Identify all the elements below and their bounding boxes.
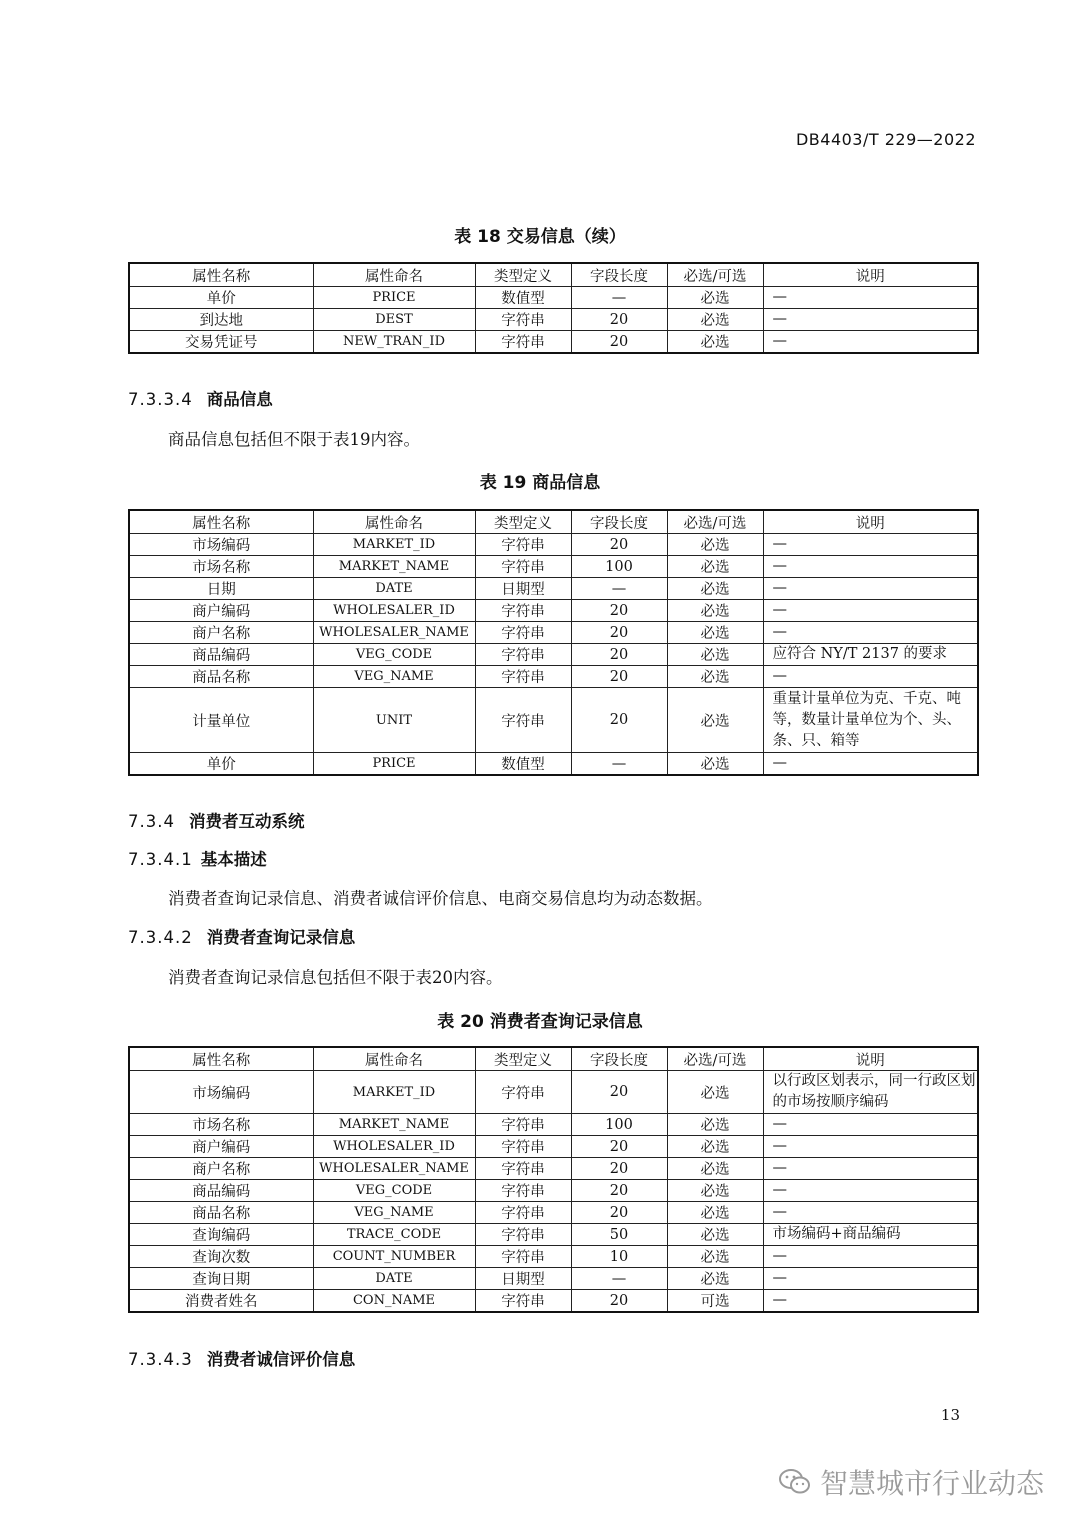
- table-cell: —: [571, 1268, 667, 1290]
- table-cell: 查询日期: [129, 1268, 313, 1290]
- paragraph: 消费者查询记录信息包括但不限于表20内容。: [168, 968, 503, 987]
- column-header: 属性名称: [129, 1047, 313, 1071]
- watermark-text: 智慧城市行业动态: [819, 1467, 1044, 1500]
- table-row: [129, 578, 978, 600]
- table-cell: 必选: [667, 556, 763, 578]
- table-cell: —: [763, 622, 978, 644]
- table-cell: —: [763, 331, 978, 354]
- section-title: 消费者诚信评价信息: [206, 1350, 356, 1369]
- table-cell: 必选: [667, 1114, 763, 1136]
- table-cell: 消费者姓名: [129, 1290, 313, 1313]
- table-cell: 交易凭证号: [129, 331, 313, 354]
- table-cell: 必选: [667, 1158, 763, 1180]
- table-cell: 20: [571, 666, 667, 688]
- table-cell: —: [763, 666, 978, 688]
- table-cell: 10: [571, 1246, 667, 1268]
- table-cell: —: [763, 1158, 978, 1180]
- table-cell: 计量单位: [129, 688, 313, 753]
- table-cell: —: [763, 1290, 978, 1313]
- table-cell: DEST: [313, 309, 475, 331]
- table-cell: 必选: [667, 622, 763, 644]
- column-header: 说明: [763, 510, 978, 534]
- table-cell: 必选: [667, 666, 763, 688]
- table-cell: DATE: [313, 1268, 475, 1290]
- table-cell: —: [763, 287, 978, 309]
- table-cell: 到达地: [129, 309, 313, 331]
- table-cell: 20: [571, 688, 667, 753]
- column-header: 属性名称: [129, 263, 313, 287]
- table-cell: WHOLESALER_NAME: [313, 622, 475, 644]
- table-cell: 字符串: [475, 534, 571, 556]
- table-cell: 商户编码: [129, 1136, 313, 1158]
- table-row: [129, 1224, 978, 1246]
- table-cell: 商户名称: [129, 622, 313, 644]
- column-header: 属性命名: [313, 263, 475, 287]
- table-cell: 字符串: [475, 688, 571, 753]
- table-row: [129, 331, 978, 354]
- table-cell: 必选: [667, 1180, 763, 1202]
- table-cell: 字符串: [475, 666, 571, 688]
- table-cell: 单价: [129, 753, 313, 776]
- table-cell: 日期型: [475, 578, 571, 600]
- table-cell: 数值型: [475, 287, 571, 309]
- section-heading-7-3-4-2: [128, 924, 355, 948]
- section-title: 基本描述: [200, 850, 267, 869]
- table-cell: 日期型: [475, 1268, 571, 1290]
- wechat-icon: [778, 1467, 812, 1497]
- table-cell: —: [763, 753, 978, 776]
- table-cell: 市场名称: [129, 556, 313, 578]
- table-cell: 必选: [667, 287, 763, 309]
- table-18: [128, 262, 979, 354]
- section-heading-7-3-4: [128, 808, 304, 832]
- table-row: [129, 287, 978, 309]
- table-cell: 必选: [667, 331, 763, 354]
- table-cell: 字符串: [475, 556, 571, 578]
- table-cell: —: [763, 1114, 978, 1136]
- watermark: [778, 1462, 1044, 1502]
- table-cell: —: [763, 309, 978, 331]
- table-cell: WHOLESALER_NAME: [313, 1158, 475, 1180]
- section-title: 商品信息: [206, 390, 273, 409]
- table-cell: 商品名称: [129, 1202, 313, 1224]
- section-heading-7-3-4-3: [128, 1346, 355, 1370]
- table-cell: —: [763, 534, 978, 556]
- column-header: 字段长度: [571, 1047, 667, 1071]
- section-number: 7.3.4.1: [128, 850, 193, 869]
- table-cell: —: [763, 1202, 978, 1224]
- table-header-row: [129, 1047, 978, 1071]
- column-header: 必选/可选: [667, 510, 763, 534]
- table-cell: MARKET_ID: [313, 1071, 475, 1114]
- table-row: [129, 753, 978, 776]
- column-header: 属性命名: [313, 510, 475, 534]
- section-number: 7.3.4.3: [128, 1350, 193, 1369]
- table-cell: 必选: [667, 688, 763, 753]
- table-cell: 必选: [667, 534, 763, 556]
- table-cell: 必选: [667, 309, 763, 331]
- column-header: 类型定义: [475, 263, 571, 287]
- table-19-title: 表 19 商品信息: [479, 473, 601, 493]
- table-cell: TRACE_CODE: [313, 1224, 475, 1246]
- table-cell: 应符合 NY/T 2137 的要求: [763, 644, 978, 666]
- table-cell: 必选: [667, 1071, 763, 1114]
- table-cell: 100: [571, 556, 667, 578]
- table-cell: 以行政区划表示，同一行政区划的市场按顺序编码: [763, 1071, 978, 1114]
- table-cell: —: [571, 287, 667, 309]
- table-cell: VEG_NAME: [313, 666, 475, 688]
- table-20-title: 表 20 消费者查询记录信息: [437, 1012, 643, 1032]
- table-cell: 商户名称: [129, 1158, 313, 1180]
- section-number: 7.3.4.2: [128, 928, 193, 947]
- table-cell: MARKET_ID: [313, 534, 475, 556]
- table-cell: 必选: [667, 600, 763, 622]
- table-cell: —: [763, 600, 978, 622]
- table-cell: —: [763, 578, 978, 600]
- table-cell: 字符串: [475, 600, 571, 622]
- table-cell: 重量计量单位为克、千克、吨等，数量计量单位为个、头、条、只、箱等: [763, 688, 978, 753]
- section-title: 消费者互动系统: [188, 812, 305, 831]
- table-cell: VEG_CODE: [313, 1180, 475, 1202]
- table-cell: 市场名称: [129, 1114, 313, 1136]
- table-row: [129, 1158, 978, 1180]
- table-cell: 必选: [667, 753, 763, 776]
- table-cell: 数值型: [475, 753, 571, 776]
- column-header: 类型定义: [475, 1047, 571, 1071]
- table-cell: 必选: [667, 1136, 763, 1158]
- table-cell: 50: [571, 1224, 667, 1246]
- table-cell: —: [571, 753, 667, 776]
- column-header: 必选/可选: [667, 263, 763, 287]
- column-header: 字段长度: [571, 263, 667, 287]
- column-header: 属性名称: [129, 510, 313, 534]
- paragraph: 消费者查询记录信息、消费者诚信评价信息、电商交易信息均为动态数据。: [168, 889, 713, 908]
- table-cell: —: [763, 1246, 978, 1268]
- table-cell: UNIT: [313, 688, 475, 753]
- table-cell: 20: [571, 1136, 667, 1158]
- table-row: [129, 556, 978, 578]
- column-header: 字段长度: [571, 510, 667, 534]
- table-cell: 20: [571, 309, 667, 331]
- table-cell: 20: [571, 1202, 667, 1224]
- table-cell: 20: [571, 1158, 667, 1180]
- table-cell: 市场编码: [129, 534, 313, 556]
- section-title: 消费者查询记录信息: [206, 928, 356, 947]
- table-cell: 必选: [667, 578, 763, 600]
- table-cell: 单价: [129, 287, 313, 309]
- table-cell: 字符串: [475, 1114, 571, 1136]
- table-cell: PRICE: [313, 287, 475, 309]
- table-row: [129, 688, 978, 753]
- table-cell: 查询编码: [129, 1224, 313, 1246]
- table-cell: 必选: [667, 1224, 763, 1246]
- table-cell: 字符串: [475, 1158, 571, 1180]
- table-cell: 查询次数: [129, 1246, 313, 1268]
- section-number: 7.3.4: [128, 812, 175, 831]
- column-header: 类型定义: [475, 510, 571, 534]
- table-cell: 商户编码: [129, 600, 313, 622]
- table-header-row: [129, 510, 978, 534]
- table-row: [129, 534, 978, 556]
- table-cell: DATE: [313, 578, 475, 600]
- table-cell: 必选: [667, 1246, 763, 1268]
- table-row: [129, 1136, 978, 1158]
- table-cell: —: [763, 556, 978, 578]
- section-heading-7-3-4-1: [128, 846, 267, 870]
- table-cell: 日期: [129, 578, 313, 600]
- table-cell: 必选: [667, 1268, 763, 1290]
- table-cell: 20: [571, 644, 667, 666]
- table-cell: 字符串: [475, 1246, 571, 1268]
- table-cell: 可选: [667, 1290, 763, 1313]
- table-cell: WHOLESALER_ID: [313, 1136, 475, 1158]
- table-cell: 市场编码: [129, 1071, 313, 1114]
- table-18-title: 表 18 交易信息（续）: [454, 227, 626, 247]
- table-cell: 20: [571, 622, 667, 644]
- paragraph: 商品信息包括但不限于表19内容。: [168, 430, 420, 449]
- table-cell: 商品编码: [129, 644, 313, 666]
- table-cell: CON_NAME: [313, 1290, 475, 1313]
- table-row: [129, 309, 978, 331]
- table-cell: PRICE: [313, 753, 475, 776]
- section-heading-7-3-3-4: [128, 386, 273, 410]
- table-cell: 商品名称: [129, 666, 313, 688]
- table-cell: 20: [571, 1290, 667, 1313]
- column-header: 说明: [763, 1047, 978, 1071]
- table-cell: 20: [571, 600, 667, 622]
- table-cell: 20: [571, 534, 667, 556]
- table-cell: 100: [571, 1114, 667, 1136]
- column-header: 必选/可选: [667, 1047, 763, 1071]
- table-cell: 字符串: [475, 644, 571, 666]
- table-row: [129, 1268, 978, 1290]
- table-cell: 字符串: [475, 622, 571, 644]
- table-cell: 字符串: [475, 331, 571, 354]
- column-header: 说明: [763, 263, 978, 287]
- table-cell: —: [763, 1268, 978, 1290]
- table-cell: 字符串: [475, 1136, 571, 1158]
- table-cell: —: [763, 1180, 978, 1202]
- table-cell: VEG_CODE: [313, 644, 475, 666]
- table-cell: 必选: [667, 644, 763, 666]
- table-row: [129, 644, 978, 666]
- table-cell: 字符串: [475, 1290, 571, 1313]
- table-cell: 字符串: [475, 1071, 571, 1114]
- table-cell: VEG_NAME: [313, 1202, 475, 1224]
- table-cell: 20: [571, 331, 667, 354]
- table-cell: —: [763, 1136, 978, 1158]
- table-row: [129, 1071, 978, 1114]
- table-row: [129, 1180, 978, 1202]
- document-id: DB4403/T 229—2022: [795, 130, 976, 149]
- table-cell: 字符串: [475, 309, 571, 331]
- table-cell: 20: [571, 1071, 667, 1114]
- section-number: 7.3.3.4: [128, 390, 193, 409]
- table-cell: 字符串: [475, 1202, 571, 1224]
- table-cell: MARKET_NAME: [313, 556, 475, 578]
- table-cell: COUNT_NUMBER: [313, 1246, 475, 1268]
- table-row: [129, 1114, 978, 1136]
- table-20: [128, 1046, 979, 1313]
- table-cell: WHOLESALER_ID: [313, 600, 475, 622]
- table-row: [129, 1246, 978, 1268]
- table-cell: —: [571, 578, 667, 600]
- table-cell: MARKET_NAME: [313, 1114, 475, 1136]
- table-cell: 20: [571, 1180, 667, 1202]
- table-row: [129, 1202, 978, 1224]
- table-cell: 必选: [667, 1202, 763, 1224]
- column-header: 属性命名: [313, 1047, 475, 1071]
- page-number: 13: [940, 1406, 960, 1424]
- table-row: [129, 666, 978, 688]
- table-row: [129, 1290, 978, 1313]
- table-cell: 字符串: [475, 1224, 571, 1246]
- table-cell: 商品编码: [129, 1180, 313, 1202]
- table-cell: 市场编码+商品编码: [763, 1224, 978, 1246]
- table-cell: NEW_TRAN_ID: [313, 331, 475, 354]
- table-row: [129, 622, 978, 644]
- table-cell: 字符串: [475, 1180, 571, 1202]
- table-19: [128, 509, 979, 776]
- table-row: [129, 600, 978, 622]
- table-header-row: [129, 263, 978, 287]
